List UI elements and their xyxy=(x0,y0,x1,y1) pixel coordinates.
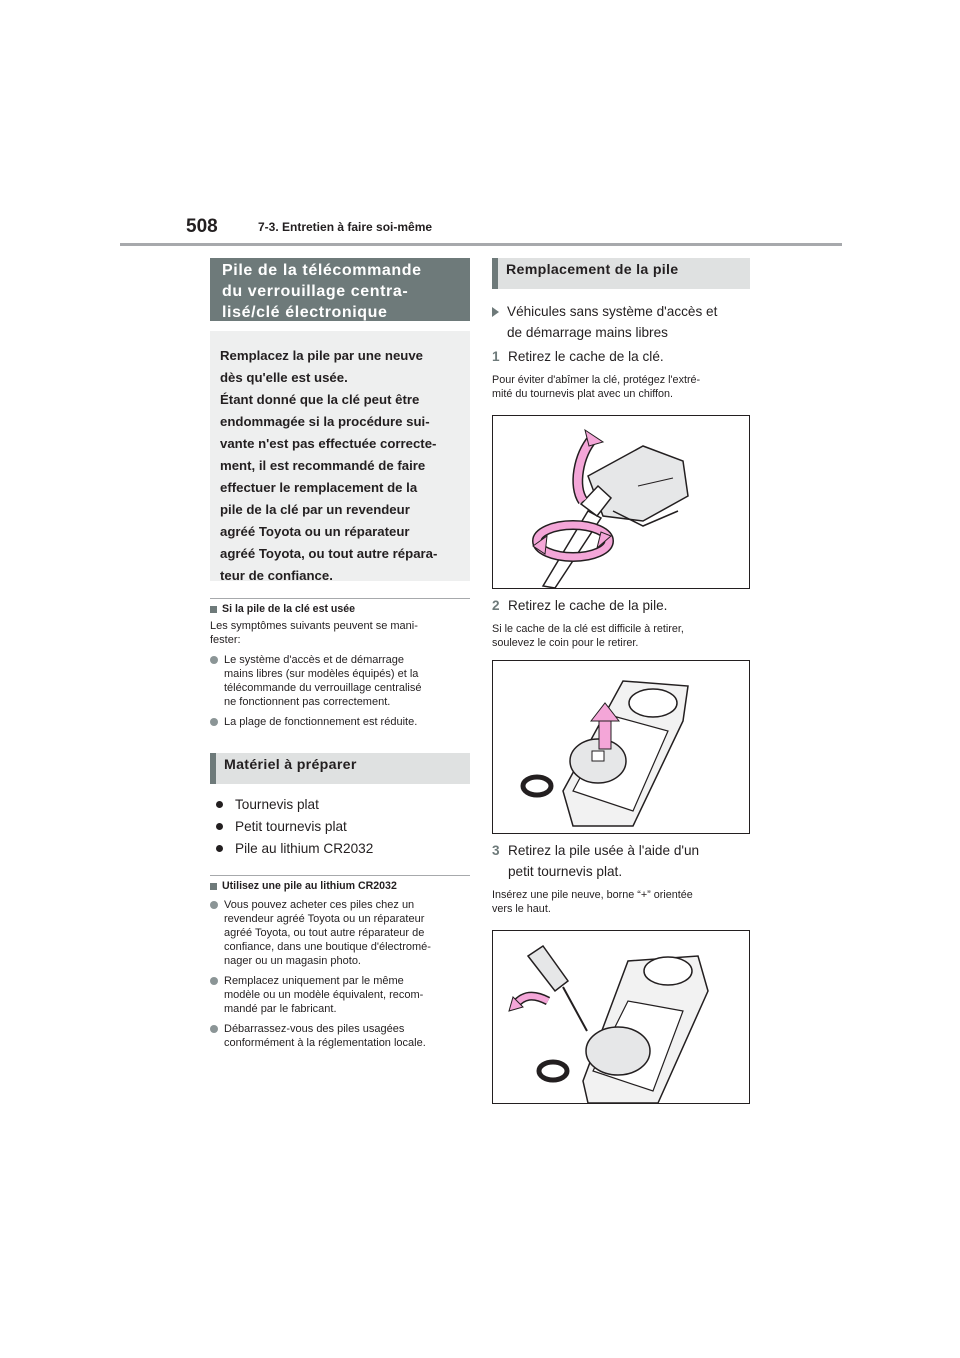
bullet-icon xyxy=(216,801,223,808)
list-item: Tournevis plat xyxy=(214,794,470,815)
note-use-cr2032: Utilisez une pile au lithium CR2032 Vous pouvez acheter ces piles chez un revendeur agréé Toyota ou un réparateur agréé Toyota, ou tout autre réparateur de confiance, dans une boutique d'électromé- nager ou un magasin photo. Remplacez uniquement par le même modèle ou un modèle équivalent, recom- mandé par le fabricant. Débarrassez-vous des piles usagées conformément à la réglementation locale. xyxy=(210,875,470,1050)
battery-removal-illustration xyxy=(492,930,750,1104)
list-item: La plage de fonctionnement est réduite. xyxy=(210,715,470,729)
list-item: Petit tournevis plat xyxy=(214,816,470,837)
page-number: 508 xyxy=(186,216,218,237)
list-item: Le système d'accès et de démarrage mains libres (sur modèles équipés) et la télécommande du verrouillage centralisé ne fonctionnent pas correctement. xyxy=(210,653,470,709)
step-3: 3 Retirez la pile usée à l'aide d'un petit tournevis plat. xyxy=(492,843,700,879)
step-2-note: Si le cache de la clé est difficile à retirer, soulevez le coin pour le retirer. xyxy=(492,623,684,649)
bullet-dot-icon xyxy=(210,901,218,909)
replacement-title: Remplacement de la pile xyxy=(492,258,750,289)
square-icon xyxy=(210,883,217,890)
triangle-right-icon xyxy=(492,307,499,317)
header-rule xyxy=(120,243,842,246)
bullet-dot-icon xyxy=(210,656,218,664)
key-cover-removal-illustration xyxy=(492,415,750,589)
note-rule xyxy=(210,875,470,876)
bullet-dot-icon xyxy=(210,1025,218,1033)
step-3-note: Insérez une pile neuve, borne “+” orientée vers le haut. xyxy=(492,889,693,915)
list-item: Débarrassez-vous des piles usagées conformément à la réglementation locale. xyxy=(210,1022,470,1050)
intro-box: Remplacez la pile par une neuve dès qu'elle est usée. Étant donné que la clé peut être endommagée si la procédure sui- vante n'est pas effectuée correcte- ment, il est recommandé de faire effectuer le remplacement de la pile de la clé par un revendeur agréé Toyota ou un réparateur agréé Toyota, ou tout autre répara- teur de confiance. xyxy=(210,331,470,581)
bullet-icon xyxy=(216,845,223,852)
list-item: Remplacez uniquement par le même modèle ou un modèle équivalent, recom- mandé par le fabricant. xyxy=(210,974,470,1016)
step-1-note: Pour éviter d'abîmer la clé, protégez l'extré- mité du tournevis plat avec un chiffon. xyxy=(492,374,701,400)
left-column xyxy=(210,258,470,1050)
bullet-dot-icon xyxy=(210,977,218,985)
vehicle-condition: Véhicules sans système d'accès et de démarrage mains libres xyxy=(492,301,750,343)
right-column xyxy=(492,258,750,1104)
square-icon xyxy=(210,606,217,613)
list-item: Vous pouvez acheter ces piles chez un revendeur agréé Toyota ou un réparateur agréé Toyota, ou tout autre réparateur de confiance, dans une boutique d'électromé- nager ou un magasin photo. xyxy=(210,898,470,968)
section-title: 7-3. Entretien à faire soi-même xyxy=(258,220,433,234)
note-rule xyxy=(210,598,470,599)
bullet-icon xyxy=(216,823,223,830)
main-title: Pile de la télécommande du verrouillage centra- lisé/clé électronique xyxy=(210,258,470,321)
step-2: 2 Retirez le cache de la pile. xyxy=(492,598,668,613)
note-battery-worn: Si la pile de la clé est usée Les symptômes suivants peuvent se mani- fester: Le système d'accès et de démarrage mains libres (sur modèles équipés) et la télécommande du verrouillage centralisé ne fonctionnent pas correctement. La plage de fonctionnement est réduite. xyxy=(210,598,470,729)
step-1: 1 Retirez le cache de la clé. xyxy=(492,349,664,364)
tools-list xyxy=(210,794,470,859)
list-item: Pile au lithium CR2032 xyxy=(214,838,470,859)
materials-title: Matériel à préparer xyxy=(210,753,470,784)
bullet-dot-icon xyxy=(210,718,218,726)
battery-cover-removal-illustration xyxy=(492,660,750,834)
